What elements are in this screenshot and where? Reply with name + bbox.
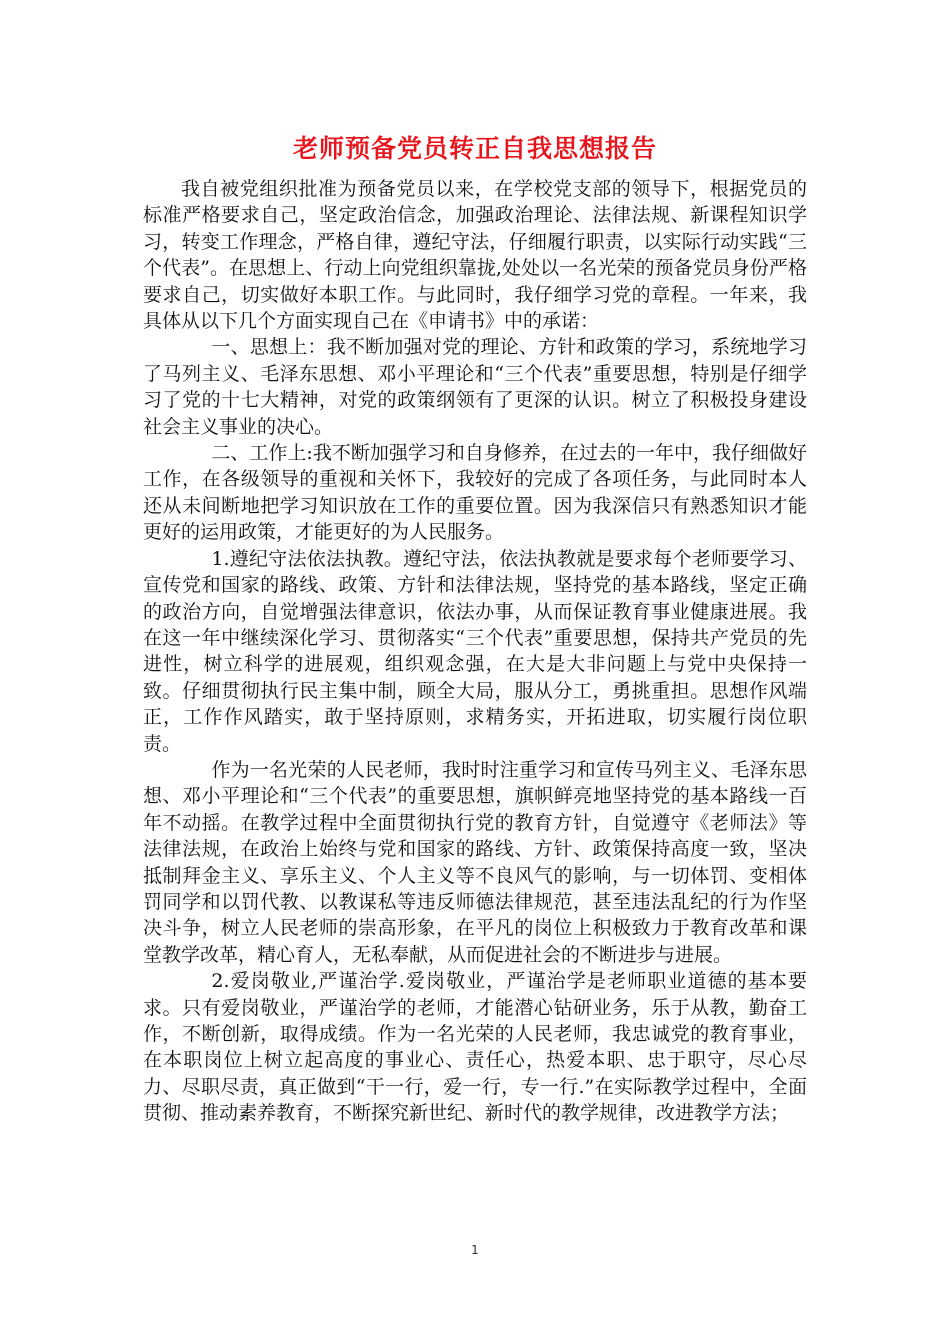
paragraph-work: 二、工作上:我不断加强学习和自身修养，在过去的一年中，我仔细做好工作，在各级领导的重视和关怀下，我较好的完成了各项任务，与此同时本人还从未间断地把学习知识放在工作的重要位置。因为我深信只有熟悉知识才能更好的运用政策，才能更好的为人民服务。 <box>143 442 807 544</box>
paragraph-teacher: 作为一名光荣的人民老师，我时时注重学习和宣传马列主义、毛泽东思想、邓小平理论和“三个代表”的重要思想，旗帜鲜亮地坚持党的基本路线一百年不动摇。在教学过程中全面贯彻执行党的教育方针，自觉遵守《老师法》等法律法规，在政治上始终与党和国家的路线、方针、政策保持高度一致，坚决抵制拜金主义、享乐主义、个人主义等不良风气的影响，与一切体罚、变相体罚同学和以罚代教、以教谋私等违反师德法律规范，甚至违法乱纪的行为作坚决斗争，树立人民老师的崇高形象，在平凡的岗位上积极致力于教育改革和课堂教学改革，精心育人，无私奉献，从而促进社会的不断进步与进展。 <box>143 758 807 966</box>
document-title: 老师预备党员转正自我思想报告 <box>292 134 657 163</box>
paragraph-dedication: 2.爱岗敬业,严谨治学.爱岗敬业，严谨治学是老师职业道德的基本要求。只有爱岗敬业，严谨治学的老师，才能潜心钻研业务，乐于从教，勤奋工作，不断创新，取得成绩。作为一名光荣的人民老师，我忠诚党的教育事业，在本职岗位上树立起高度的事业心、责任心，热爱本职、忠于职守，尽心尽力、尽职尽责，真正做到“干一行，爱一行，专一行.”在实际教学过程中，全面贯彻、推动素养教育，不断探究新世纪、新时代的教学规律，改进教学方法； <box>143 970 807 1125</box>
page-number: 1 <box>471 1243 479 1257</box>
paragraph-intro: 我自被党组织批准为预备党员以来，在学校党支部的领导下，根据党员的标准严格要求自己，坚定政治信念，加强政治理论、法律法规、新课程知识学习，转变工作理念，严格自律，遵纪守法，仔细履行职责，以实际行动实践“三个代表”。在思想上、行动上向党组织靠拢,处处以一名光荣的预备党员身份严格要求自己，切实做好本职工作。与此同时，我仔细学习党的章程。一年来，我具体从以下几个方面实现自己在《申请书》中的承诺： <box>143 178 807 333</box>
document-page <box>143 128 807 1127</box>
paragraph-thought: 一、思想上：我不断加强对党的理论、方针和政策的学习，系统地学习了马列主义、毛泽东思想、邓小平理论和“三个代表”重要思想，特别是仔细学习了党的十七大精神，对党的政策纲领有了更深的认识。树立了积极投身建设社会主义事业的决心。 <box>143 336 807 438</box>
paragraph-law: 1.遵纪守法依法执教。遵纪守法，依法执教就是要求每个老师要学习、宣传党和国家的路线、政策、方针和法律法规，坚持党的基本路线，坚定正确的政治方向，自觉增强法律意识，依法办事，从而保证教育事业健康进展。我在这一年中继续深化学习、贯彻落实“三个代表”重要思想，保持共产党员的先进性，树立科学的进展观，组织观念强，在大是大非问题上与党中央保持一致。仔细贯彻执行民主集中制，顾全大局，服从分工，勇挑重担。思想作风端正，工作作风踏实，敢于坚持原则，求精务实，开拓进取，切实履行岗位职责。 <box>143 547 807 755</box>
